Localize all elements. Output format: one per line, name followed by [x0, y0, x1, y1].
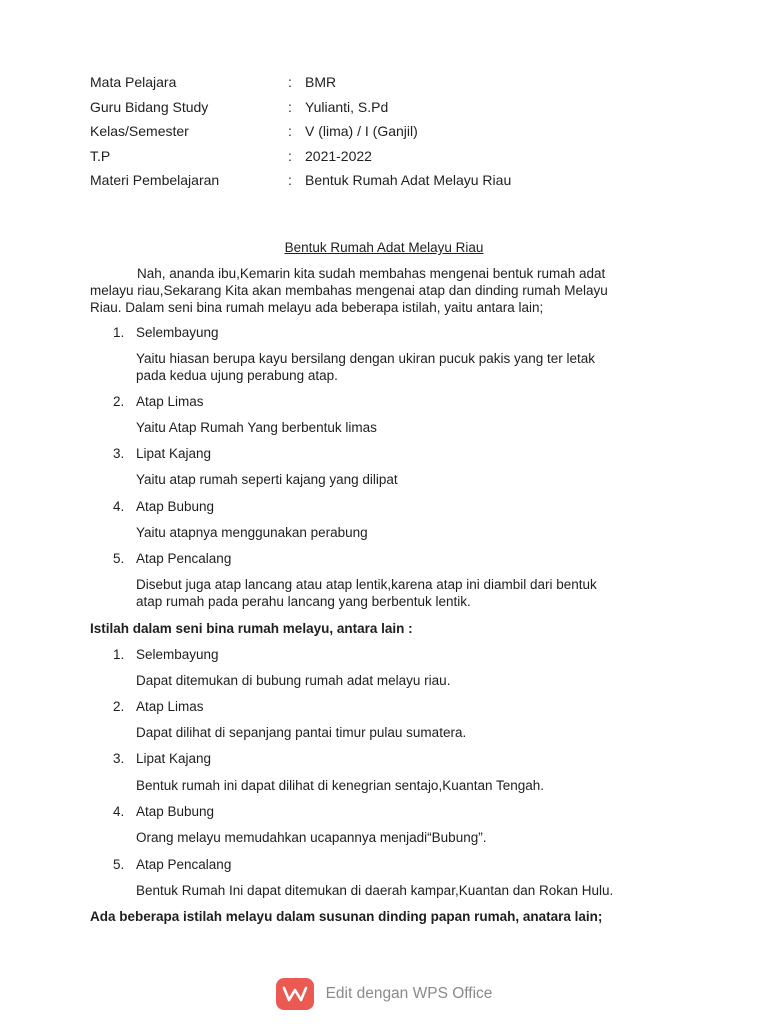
- meta-value: 2021-2022: [305, 147, 372, 164]
- meta-row: [90, 144, 511, 169]
- list-number: 4.: [113, 804, 125, 819]
- intro-line: melayu riau,Sekarang Kita akan membahas mengenai atap dan dinding rumah Melayu: [90, 283, 608, 298]
- intro-line: Nah, ananda ibu,Kemarin kita sudah membahas mengenai bentuk rumah adat: [137, 266, 606, 281]
- list-desc: Bentuk Rumah Ini dapat ditemukan di daerah kampar,Kuantan dan Rokan Hulu.: [136, 883, 614, 898]
- intro-line: Riau. Dalam seni bina rumah melayu ada beberapa istilah, yaitu antara lain;: [90, 300, 544, 315]
- list-desc: Disebut juga atap lancang atau atap lentik,karena atap ini diambil dari bentuk: [136, 577, 597, 592]
- meta-colon: :: [288, 172, 292, 189]
- meta-label: Materi Pembelajaran: [90, 172, 220, 189]
- meta-row: [90, 95, 511, 120]
- meta-colon: :: [288, 123, 292, 140]
- section-heading: Ada beberapa istilah melayu dalam susunan dinding papan rumah, anatara lain;: [90, 909, 603, 924]
- meta-colon: :: [288, 74, 292, 91]
- list-title: Selembayung: [136, 325, 219, 340]
- meta-colon: :: [288, 98, 292, 115]
- list-desc: Dapat ditemukan di bubung rumah adat melayu riau.: [136, 673, 451, 688]
- meta-value: Yulianti, S.Pd: [305, 98, 389, 115]
- list-desc: Dapat dilihat di sepanjang pantai timur pulau sumatera.: [136, 725, 467, 740]
- list-number: 2.: [113, 699, 125, 714]
- document-title: Bentuk Rumah Adat Melayu Riau: [284, 240, 484, 255]
- list-desc: Yaitu atapnya menggunakan perabung: [136, 525, 368, 540]
- list-number: 1.: [113, 325, 125, 340]
- wps-edit-banner[interactable]: [0, 976, 768, 1012]
- list-number: 3.: [113, 751, 125, 766]
- list-desc: Yaitu Atap Rumah Yang berbentuk limas: [136, 420, 377, 435]
- list-desc: Yaitu atap rumah seperti kajang yang dilipat: [136, 472, 398, 487]
- meta-label: Guru Bidang Study: [90, 98, 209, 115]
- section-heading: Istilah dalam seni bina rumah melayu, antara lain :: [90, 621, 413, 636]
- list-title: Atap Bubung: [136, 804, 215, 819]
- list-title: Atap Pencalang: [136, 551, 232, 566]
- list-title: Lipat Kajang: [136, 446, 212, 461]
- list-desc: atap rumah pada perahu lancang yang berbentuk lentik.: [136, 594, 471, 609]
- list-title: Selembayung: [136, 647, 219, 662]
- meta-row: [90, 168, 511, 193]
- list-desc: Yaitu hiasan berupa kayu bersilang dengan ukiran pucuk pakis yang ter letak: [136, 351, 596, 366]
- list-number: 2.: [113, 394, 125, 409]
- meta-label: Mata Pelajara: [90, 74, 177, 91]
- meta-value: V (lima) / I (Ganjil): [305, 123, 418, 140]
- meta-table: [90, 70, 511, 193]
- list-title: Atap Pencalang: [136, 857, 232, 872]
- wps-edit-label[interactable]: Edit dengan WPS Office: [325, 985, 493, 1002]
- list-number: 1.: [113, 647, 125, 662]
- list-desc: pada kedua ujung perabung atap.: [136, 368, 338, 383]
- list-number: 5.: [113, 857, 125, 872]
- wps-office-logo-icon: [276, 978, 314, 1010]
- list-title: Atap Limas: [136, 394, 204, 409]
- list-desc: Orang melayu memudahkan ucapannya menjadi“Bubung”.: [136, 830, 487, 845]
- list-title: Lipat Kajang: [136, 751, 212, 766]
- meta-colon: :: [288, 147, 292, 164]
- list-desc: Bentuk rumah ini dapat dilihat di kenegrian sentajo,Kuantan Tengah.: [136, 778, 545, 793]
- meta-label: Kelas/Semester: [90, 123, 189, 140]
- list-number: 5.: [113, 551, 125, 566]
- meta-value: BMR: [305, 74, 337, 91]
- list-number: 4.: [113, 499, 125, 514]
- meta-value: Bentuk Rumah Adat Melayu Riau: [305, 172, 512, 189]
- meta-row: [90, 70, 511, 95]
- meta-row: [90, 119, 511, 144]
- meta-label: T.P: [90, 147, 111, 164]
- list-title: Atap Limas: [136, 699, 204, 714]
- list-title: Atap Bubung: [136, 499, 215, 514]
- list-number: 3.: [113, 446, 125, 461]
